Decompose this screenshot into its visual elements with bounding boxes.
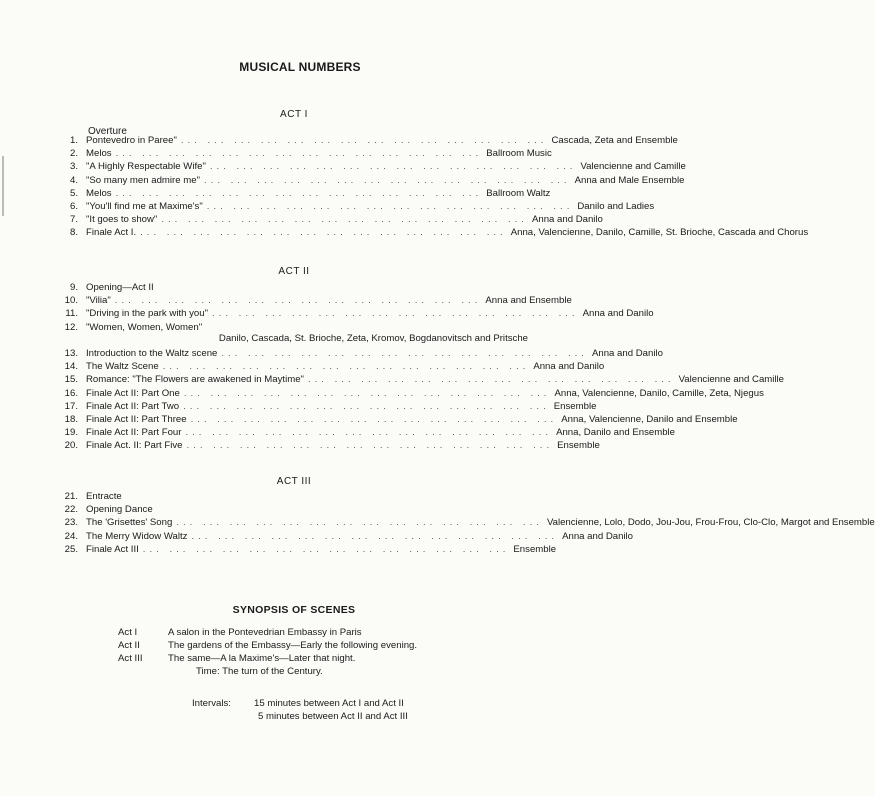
musical-number-row: [50, 294, 572, 307]
number-index: 6.: [69, 201, 78, 212]
scene-text: The same—A la Maxime's—Later that night.: [168, 653, 356, 664]
number-title: Finale Act I.: [86, 227, 137, 239]
number-title: Melos: [86, 148, 112, 160]
musical-number-row: [50, 134, 678, 147]
number-index: 14.: [64, 361, 78, 373]
number-index: 11.: [65, 308, 78, 320]
number-index: 22.: [64, 504, 78, 516]
leader-dots: ... ... ... ... ... ... ... ... ... ... ... ... ... ...: [221, 348, 588, 359]
number-index: 3.: [69, 161, 78, 173]
page-title: MUSICAL NUMBERS: [239, 60, 361, 74]
musical-number-row: [50, 503, 528, 516]
number-index: 18.: [64, 414, 78, 425]
number-index: 12.: [64, 321, 78, 333]
musical-number-row: [50, 413, 738, 426]
musical-number-row: [50, 321, 528, 334]
musical-number-row: [50, 490, 528, 503]
act-2-heading: ACT II: [278, 266, 310, 277]
musical-number-row: [50, 307, 654, 320]
act-1-heading: ACT I: [280, 109, 308, 120]
musical-number-row: [50, 200, 655, 213]
musical-number-row: [50, 147, 552, 160]
number-performers: Valencienne and Camille: [580, 161, 686, 173]
leader-dots: ... ... ... ... ... ... ... ... ... ... ... ... ... ...: [140, 227, 507, 239]
number-title: "It goes to show": [86, 214, 158, 226]
number-index: 13.: [64, 348, 78, 359]
number-title: "Women, Women, Women": [86, 321, 203, 333]
musical-number-row: [50, 516, 875, 529]
number-title: "You'll find me at Maxime's": [86, 201, 203, 212]
synopsis-scene: [118, 627, 362, 638]
number-title: Finale Act. II: Part Five: [86, 440, 183, 452]
number-index: 20.: [64, 440, 78, 452]
number-title: Finale Act II: Part Four: [86, 427, 182, 439]
intervals-label: Intervals:: [192, 698, 231, 709]
number-index: 19.: [64, 427, 78, 439]
number-index: 23.: [64, 517, 78, 529]
leader-dots: ... ... ... ... ... ... ... ... ... ... ... ... ... ...: [161, 214, 528, 226]
number-performers: Ensemble: [553, 400, 597, 412]
leader-dots: ... ... ... ... ... ... ... ... ... ... ... ... ... ...: [115, 148, 483, 160]
number-index: 17.: [64, 400, 78, 412]
musical-number-row: [50, 347, 663, 360]
scene-text: A salon in the Pontevedrian Embassy in Paris: [168, 627, 362, 638]
number-performers: Valencienne and Camille: [678, 374, 784, 386]
overture-label: Overture: [88, 126, 127, 137]
number-title: "Driving in the park with you": [86, 308, 208, 320]
leader-dots: ... ... ... ... ... ... ... ... ... ... ... ... ... ...: [212, 308, 579, 320]
number-performers: Anna and Ensemble: [485, 295, 572, 307]
number-performers: Anna and Danilo: [582, 308, 654, 320]
leader-dots: ... ... ... ... ... ... ... ... ... ... ... ... ... ...: [176, 517, 543, 529]
number-index: 24.: [64, 530, 78, 542]
number-title: Finale Act II: Part Three: [86, 414, 187, 425]
number-index: 15.: [64, 374, 78, 386]
number-title: Finale Act II: Part Two: [86, 400, 180, 412]
musical-number-row: [50, 187, 551, 200]
number-title: Opening—Act II: [86, 282, 154, 293]
musical-number-row: [50, 400, 597, 413]
number-title: Opening Dance: [86, 504, 153, 516]
number-title: Finale Act II: Part One: [86, 387, 180, 399]
leader-dots: ... ... ... ... ... ... ... ... ... ... ... ... ... ...: [190, 414, 558, 425]
number-performers: Ballroom Waltz: [486, 187, 551, 199]
number-performers: Anna, Danilo and Ensemble: [556, 427, 675, 439]
musical-number-row: [50, 387, 764, 400]
number-title: The Waltz Scene: [86, 361, 159, 373]
number-index: 16.: [64, 387, 78, 399]
number-performers: Anna and Danilo: [531, 214, 603, 226]
number-title: Finale Act III: [86, 543, 139, 555]
number-title: "So many men admire me": [86, 174, 200, 186]
musical-number-row: [50, 174, 685, 187]
number-title: Melos: [86, 187, 112, 199]
interval-line: 15 minutes between Act I and Act II: [254, 698, 404, 709]
number-performers: Ensemble: [557, 440, 600, 452]
number-title: Pontevedro in Paree": [86, 135, 177, 146]
synopsis-title: SYNOPSIS OF SCENES: [232, 604, 356, 616]
number-title: "Vilia": [86, 295, 111, 307]
synopsis-time: Time: The turn of the Century.: [196, 666, 323, 677]
act-3-heading: ACT III: [276, 476, 312, 487]
number-index: 8.: [69, 227, 78, 239]
number-index: 25.: [64, 543, 78, 555]
leader-dots: ... ... ... ... ... ... ... ... ... ... ... ... ... ...: [180, 135, 548, 146]
number-title: Introduction to the Waltz scene: [86, 348, 218, 359]
number-index: 7.: [69, 214, 78, 226]
leader-dots: ... ... ... ... ... ... ... ... ... ... ... ... ... ...: [162, 361, 530, 373]
number-title: "A Highly Respectable Wife": [86, 161, 206, 173]
interval-line: 5 minutes between Act II and Act III: [258, 711, 408, 722]
musical-number-row: [50, 543, 557, 556]
leader-dots: ... ... ... ... ... ... ... ... ... ... ... ... ... ...: [191, 530, 559, 542]
leader-dots: ... ... ... ... ... ... ... ... ... ... ... ... ... ...: [183, 400, 550, 412]
number-performers: Anna and Danilo: [591, 348, 663, 359]
musical-number-row: [50, 373, 784, 386]
number-performers: Anna, Valencienne, Danilo, Camille, Zeta, Njegus: [554, 387, 764, 399]
number-index: 21.: [64, 491, 78, 502]
number-performers: Danilo and Ladies: [577, 201, 655, 212]
number-performers: Valencienne, Lolo, Dodo, Jou-Jou, Frou-Frou, Clo-Clo, Margot and Ensemble: [546, 517, 875, 529]
number-index: 4.: [69, 174, 78, 186]
leader-dots: ... ... ... ... ... ... ... ... ... ... ... ... ... ...: [186, 440, 554, 452]
number-index: 1.: [69, 135, 78, 146]
number-performers: Anna and Male Ensemble: [574, 174, 685, 186]
leader-dots: ... ... ... ... ... ... ... ... ... ... ... ... ... ...: [183, 387, 551, 399]
musical-number-row: [50, 160, 686, 173]
leader-dots: ... ... ... ... ... ... ... ... ... ... ... ... ... ...: [114, 295, 482, 307]
musical-number-row: [50, 213, 603, 226]
synopsis-scene: [118, 640, 417, 651]
leader-dots: ... ... ... ... ... ... ... ... ... ... ... ... ... ...: [115, 187, 483, 199]
musical-number-row: [50, 439, 600, 452]
number-title: Entracte: [86, 491, 122, 502]
musical-number-row: [50, 226, 809, 239]
number-performers: Anna and Danilo: [533, 361, 605, 373]
scene-act: Act III: [118, 653, 143, 664]
item-12-performers: Danilo, Cascada, St. Brioche, Zeta, Kromov, Bogdanovitsch and Pritsche: [218, 333, 528, 344]
number-title: Romance: "The Flowers are awakened in Maytime": [86, 374, 304, 386]
page-edge-mark: [2, 156, 4, 216]
number-performers: Anna, Valencienne, Danilo, Camille, St. Brioche, Cascada and Chorus: [510, 227, 809, 239]
number-performers: Cascada, Zeta and Ensemble: [551, 135, 678, 146]
number-performers: Anna and Danilo: [562, 530, 634, 542]
number-performers: Ensemble: [513, 543, 557, 555]
leader-dots: ... ... ... ... ... ... ... ... ... ... ... ... ... ...: [206, 201, 574, 212]
leader-dots: ... ... ... ... ... ... ... ... ... ... ... ... ... ...: [307, 374, 675, 386]
leader-dots: ... ... ... ... ... ... ... ... ... ... ... ... ... ...: [209, 161, 577, 173]
number-index: 9.: [69, 282, 78, 293]
number-index: 2.: [69, 148, 78, 160]
leader-dots: ... ... ... ... ... ... ... ... ... ... ... ... ... ...: [142, 543, 510, 555]
synopsis-scene: [118, 653, 355, 664]
number-title: The Merry Widow Waltz: [86, 530, 188, 542]
musical-number-row: [50, 426, 675, 439]
number-performers: Ballroom Music: [486, 148, 552, 160]
musical-number-row: [50, 281, 528, 294]
musical-number-row: [50, 530, 634, 543]
number-title: The 'Grisettes' Song: [86, 517, 173, 529]
musical-number-row: [50, 360, 605, 373]
number-index: 10.: [64, 295, 78, 307]
scene-act: Act II: [118, 640, 140, 651]
leader-dots: ... ... ... ... ... ... ... ... ... ... ... ... ... ...: [185, 427, 553, 439]
scene-act: Act I: [118, 627, 138, 638]
number-index: 5.: [69, 187, 78, 199]
scene-text: The gardens of the Embassy—Early the following evening.: [168, 640, 418, 651]
leader-dots: ... ... ... ... ... ... ... ... ... ... ... ... ... ...: [203, 174, 571, 186]
number-performers: Anna, Valencienne, Danilo and Ensemble: [561, 414, 738, 425]
